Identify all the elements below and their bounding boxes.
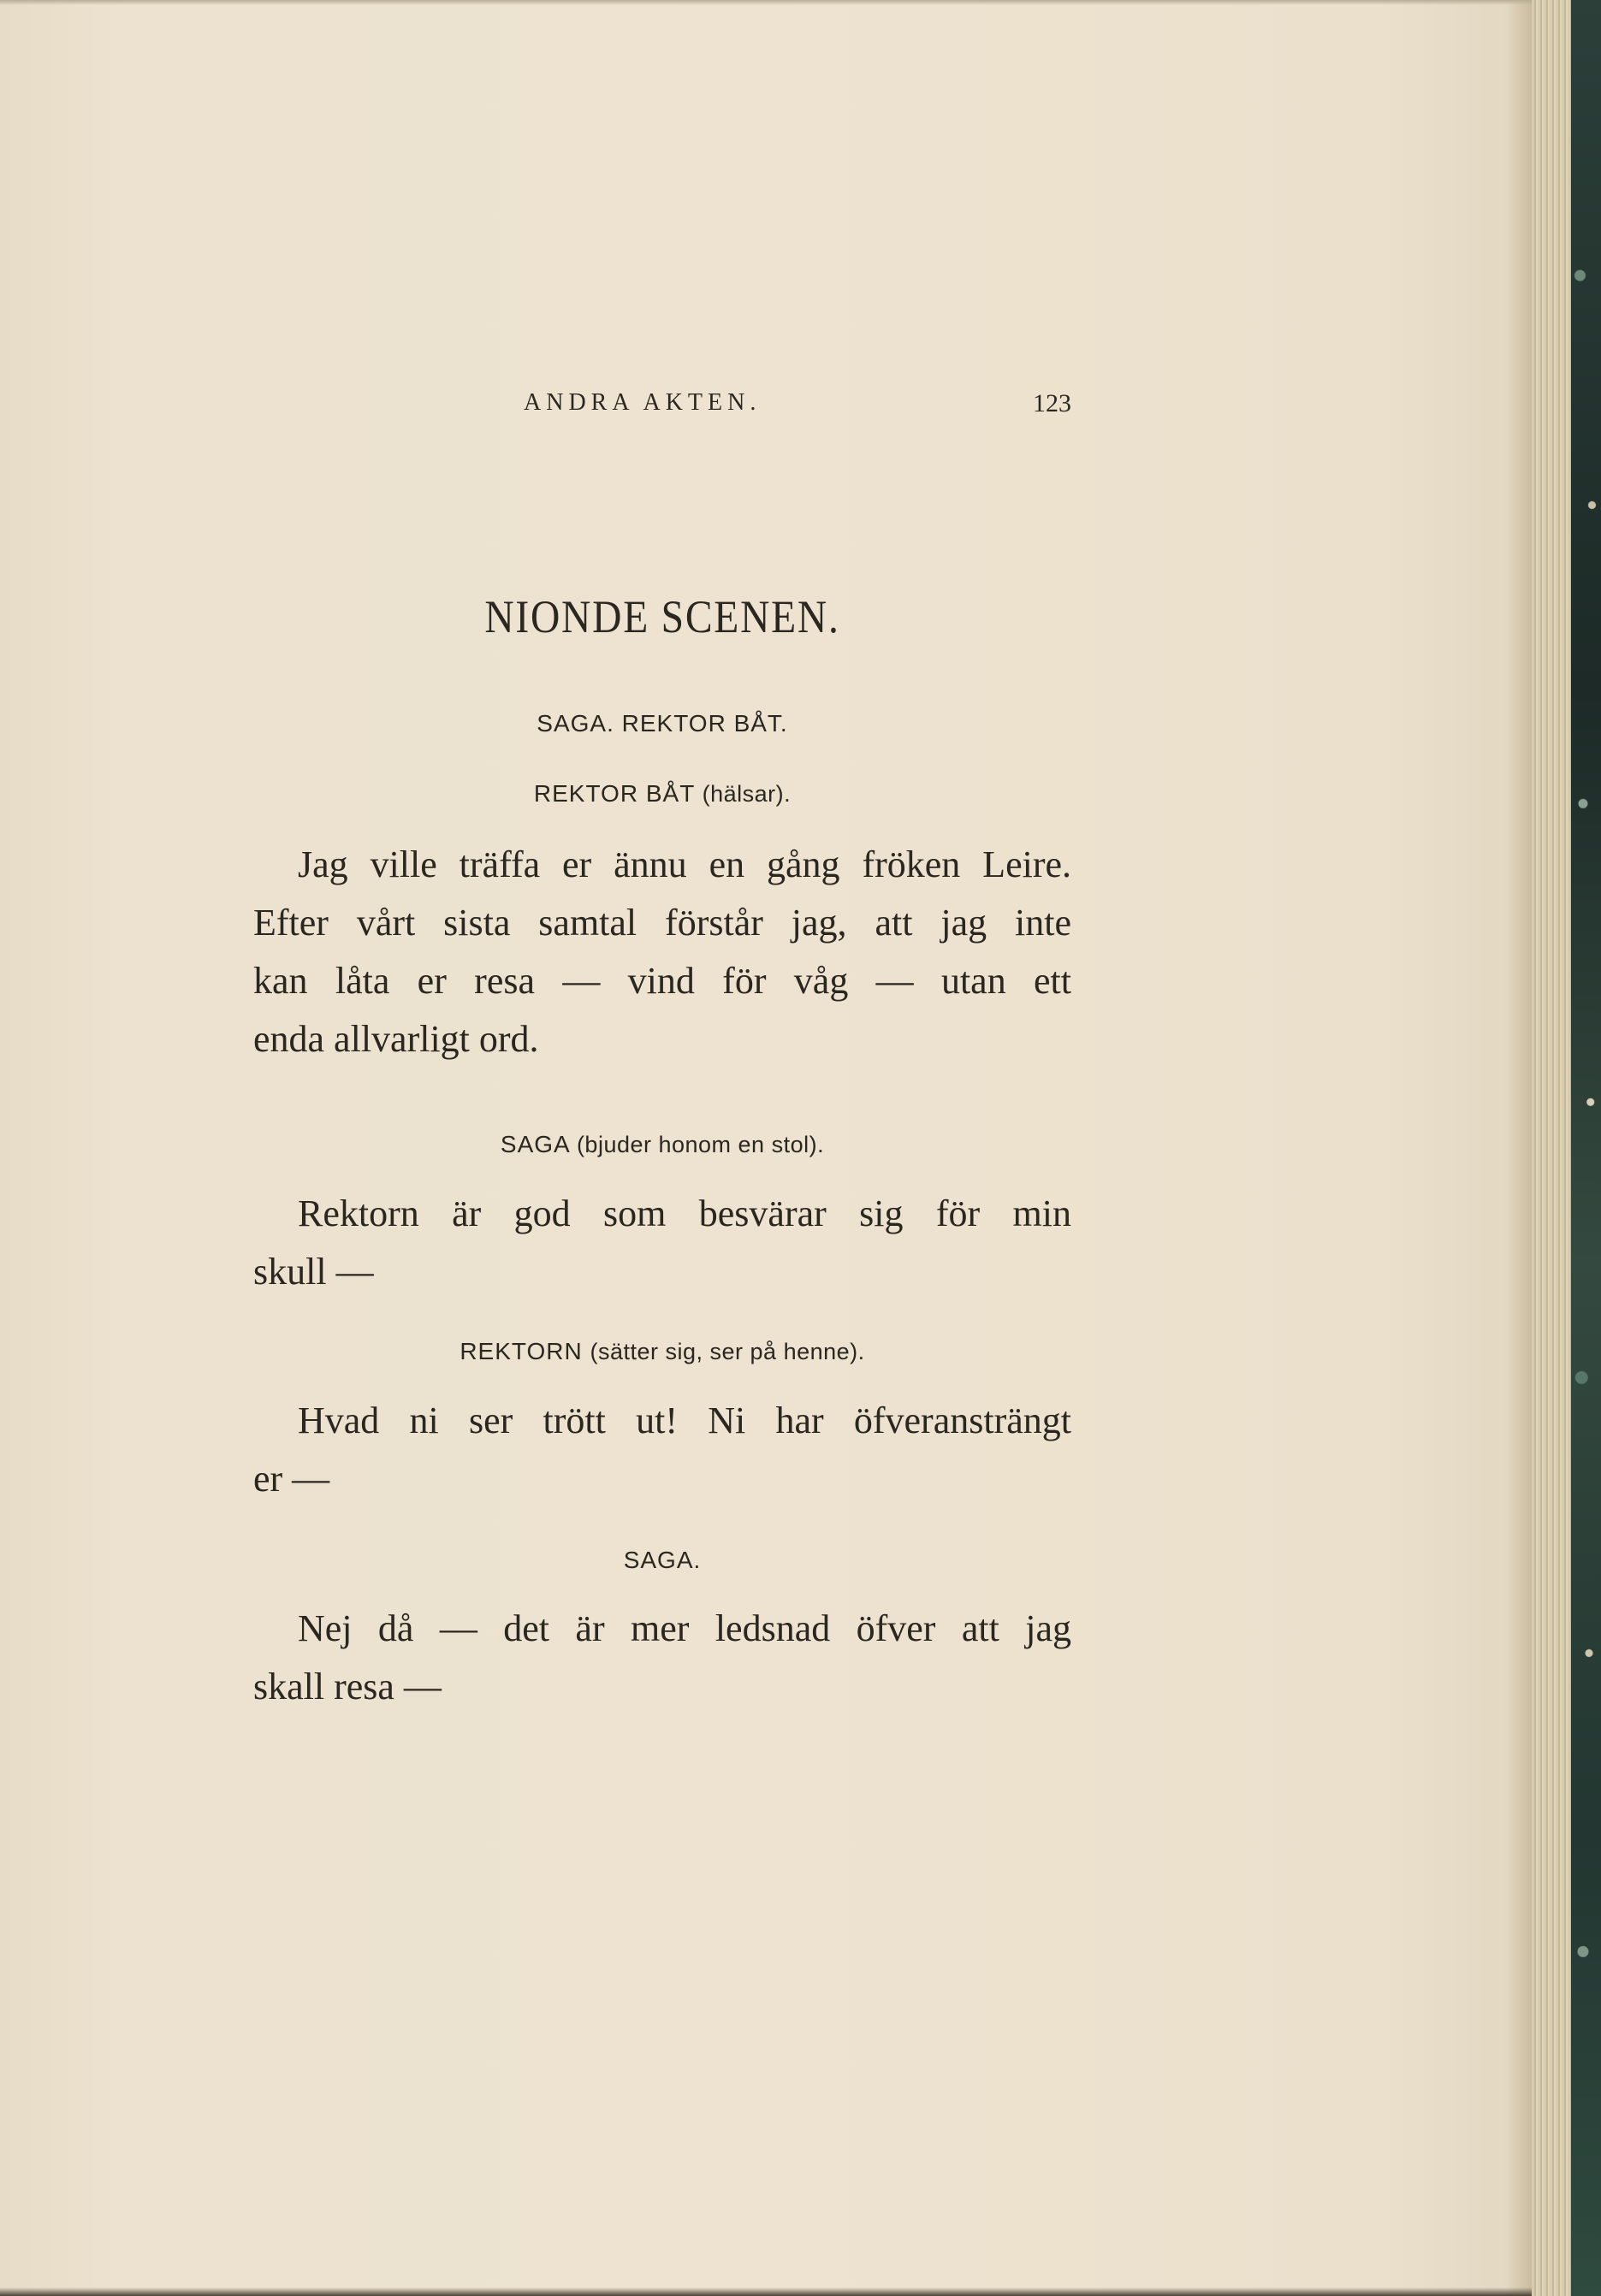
speech-line: Rektorn är god som besvärar sig för min <box>298 1192 1071 1234</box>
speech-line: kan låta er resa — vind för våg — utan ett <box>253 960 1071 1002</box>
marbled-cover-board <box>1571 0 1601 2296</box>
speech-line: Hvad ni ser trött ut! Ni har öfveransträngt <box>298 1399 1071 1441</box>
speaker-heading <box>253 1547 1071 1574</box>
speech-block <box>253 1392 1071 1508</box>
speaker-heading <box>253 780 1071 808</box>
top-edge-shadow <box>0 0 1532 5</box>
running-title: ANDRA AKTEN. <box>524 389 762 416</box>
speaker-name: SAGA. <box>623 1547 702 1573</box>
speaker-name: REKTOR BÅT <box>533 780 695 807</box>
speech-block <box>253 1600 1071 1716</box>
page-number: 123 <box>1033 389 1071 417</box>
speech-line: enda allvarligt ord. <box>253 1018 539 1060</box>
speech-line: Efter vårt sista samtal förstår jag, att jag inte <box>253 902 1071 944</box>
speaker-name: SAGA <box>500 1131 570 1157</box>
bottom-edge-shadow <box>0 2287 1532 2296</box>
stage-direction: (bjuder honom en stol). <box>576 1132 825 1157</box>
speech-block <box>253 1185 1071 1301</box>
running-head <box>253 389 1071 432</box>
speech-line: Jag ville träffa er ännu en gång fröken Leire. <box>298 843 1071 885</box>
speaker-name: REKTORN <box>460 1338 583 1364</box>
speech-line: er — <box>253 1458 330 1500</box>
stage-direction: (sätter sig, ser på henne). <box>590 1339 865 1364</box>
speech-line: skall resa — <box>253 1666 442 1707</box>
speech-line: Nej då — det är mer ledsnad öfver att jag <box>298 1607 1071 1649</box>
speech-block <box>253 836 1071 1068</box>
page-edges <box>1532 0 1571 2296</box>
cast-list: SAGA. REKTOR BÅT. <box>537 710 788 737</box>
speaker-heading <box>253 1338 1071 1365</box>
speech-line: skull — <box>253 1251 374 1293</box>
scene-title: NIONDE SCENEN. <box>484 591 840 642</box>
stage-direction: (hälsar). <box>702 781 792 807</box>
speaker-heading <box>253 1131 1071 1158</box>
